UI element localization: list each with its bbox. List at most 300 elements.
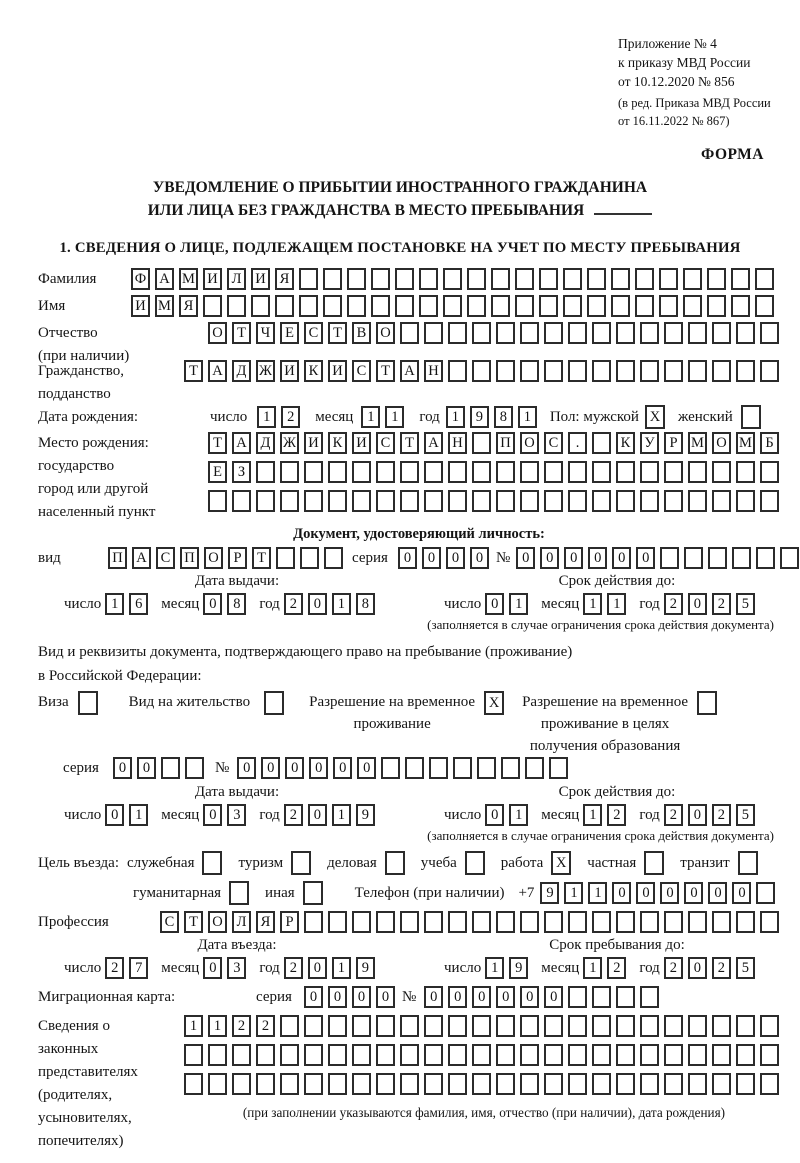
day-label: число [444, 960, 482, 976]
char-cell [683, 268, 702, 290]
char-cell: 0 [398, 547, 417, 569]
char-cell: О [520, 432, 539, 454]
char-cell: 0 [357, 757, 376, 779]
char-cell [592, 911, 611, 933]
phone-boxes [540, 882, 780, 904]
char-cell: Ж [280, 432, 299, 454]
birth-date-row [38, 405, 800, 429]
char-cell: С [352, 360, 371, 382]
char-cell [640, 1073, 659, 1095]
char-cell [328, 1073, 347, 1095]
char-cell [280, 490, 299, 512]
char-cell [443, 295, 462, 317]
char-cell [664, 360, 683, 382]
issue-date-heading: Дата выдачи: [194, 784, 280, 800]
char-cell [304, 490, 323, 512]
representatives-note: (при заполнении указываются фамилия, имя, отчество (при наличии), дата рождения) [242, 1105, 726, 1120]
year-label: год [259, 596, 280, 612]
char-cell [443, 268, 462, 290]
char-cell [780, 547, 799, 569]
char-cell [640, 360, 659, 382]
char-cell [544, 461, 563, 483]
issue-date-col [64, 784, 410, 826]
char-cell: 1 [208, 1015, 227, 1037]
char-cell [491, 268, 510, 290]
month-label: месяц [541, 807, 580, 823]
char-cell [304, 1044, 323, 1066]
representatives-block [38, 1015, 800, 1153]
char-cell [520, 911, 539, 933]
char-cell [424, 490, 443, 512]
char-cell [760, 360, 779, 382]
char-cell: 0 [496, 986, 515, 1008]
char-cell [453, 757, 472, 779]
char-cell [712, 911, 731, 933]
char-cell: Т [208, 432, 227, 454]
char-cell: Л [232, 911, 251, 933]
char-cell [640, 322, 659, 344]
visit-purpose-row2 [133, 881, 800, 905]
char-cell [501, 757, 520, 779]
char-cell: 1 [129, 804, 148, 826]
char-cell: П [180, 547, 199, 569]
checkbox-residence-permit [264, 691, 284, 715]
char-cell [376, 1015, 395, 1037]
checkbox-female [741, 405, 761, 429]
residence-doc-dates [64, 784, 800, 826]
char-cell [664, 1073, 683, 1095]
char-cell [712, 461, 731, 483]
migration-card-row [38, 986, 800, 1008]
char-cell: 0 [308, 957, 327, 979]
document-requisites [618, 34, 800, 130]
char-cell: А [232, 432, 251, 454]
char-cell [448, 360, 467, 382]
char-cell [568, 490, 587, 512]
char-cell [616, 911, 635, 933]
char-cell: 0 [470, 547, 489, 569]
char-cell [659, 295, 678, 317]
char-cell [304, 1073, 323, 1095]
char-cell [376, 1073, 395, 1095]
citizenship-row [38, 360, 800, 404]
char-cell [616, 1044, 635, 1066]
expiry-date-col [444, 573, 790, 615]
char-cell: И [280, 360, 299, 382]
expiry-month-boxes [583, 804, 631, 826]
day-label: число [64, 596, 102, 612]
char-cell [472, 1073, 491, 1095]
entry-day-boxes [105, 957, 153, 979]
char-cell [280, 461, 299, 483]
char-cell [304, 461, 323, 483]
char-cell: 1 [257, 406, 276, 428]
issue-day-boxes [105, 593, 153, 615]
char-cell [424, 1073, 443, 1095]
char-cell: 1 [509, 804, 528, 826]
char-cell: Л [227, 268, 246, 290]
char-cell [640, 911, 659, 933]
char-cell [472, 911, 491, 933]
issue-date-col [64, 573, 410, 615]
migration-card-label: Миграционная карта: [38, 989, 176, 1005]
char-cell [736, 360, 755, 382]
char-cell [544, 360, 563, 382]
char-cell [376, 911, 395, 933]
edu-permit-label: Разрешение на временное проживание в целях получения образования [522, 694, 689, 754]
char-cell [256, 1073, 275, 1095]
char-cell: Р [664, 432, 683, 454]
stay-day-boxes [485, 957, 533, 979]
char-cell: 0 [203, 593, 222, 615]
char-cell [664, 490, 683, 512]
char-cell [635, 295, 654, 317]
char-cell [616, 986, 635, 1008]
char-cell: 0 [544, 986, 563, 1008]
char-cell: С [376, 432, 395, 454]
char-cell: И [131, 295, 150, 317]
birth-place-label: Место рождения: государство город или другой населенный пункт [38, 435, 156, 520]
char-cell: О [208, 322, 227, 344]
char-cell: 0 [485, 593, 504, 615]
char-cell [616, 490, 635, 512]
char-cell [400, 1044, 419, 1066]
patronymic-boxes [208, 322, 784, 344]
doc-series-label: серия [352, 550, 388, 566]
char-cell: 0 [564, 547, 583, 569]
char-cell [712, 360, 731, 382]
char-cell [496, 360, 515, 382]
char-cell: Ч [256, 322, 275, 344]
char-cell [299, 295, 318, 317]
char-cell [304, 1015, 323, 1037]
char-cell [472, 1015, 491, 1037]
char-cell: 8 [494, 406, 513, 428]
char-cell [568, 911, 587, 933]
day-label: число [444, 596, 482, 612]
requisite-edit-line: от 16.11.2022 № 867) [618, 114, 730, 128]
char-cell: Т [376, 360, 395, 382]
char-cell [424, 461, 443, 483]
birth-place-row1 [208, 432, 784, 454]
char-cell [256, 461, 275, 483]
birth-month-boxes [361, 406, 409, 428]
phone-prefix: +7 [518, 885, 535, 901]
char-cell [280, 1044, 299, 1066]
issue-day-boxes [105, 804, 153, 826]
char-cell: 0 [424, 986, 443, 1008]
char-cell: 2 [284, 804, 303, 826]
char-cell: 1 [332, 593, 351, 615]
char-cell [448, 1044, 467, 1066]
requisite-line: к приказу МВД России [618, 55, 751, 70]
char-cell [688, 1044, 707, 1066]
char-cell [664, 322, 683, 344]
char-cell [352, 1073, 371, 1095]
char-cell [616, 461, 635, 483]
char-cell [616, 360, 635, 382]
char-cell [660, 547, 679, 569]
citizenship-label: Гражданство, подданство [38, 363, 125, 402]
char-cell [419, 268, 438, 290]
purpose-option-label: иная [265, 885, 295, 901]
char-cell [184, 1073, 203, 1095]
char-cell [640, 1015, 659, 1037]
identity-doc-heading: Документ, удостоверяющий личность: [293, 526, 545, 542]
char-cell: 1 [385, 406, 404, 428]
phone-label: Телефон (при наличии) [354, 885, 505, 901]
representatives-row2 [184, 1044, 784, 1066]
section1-heading: 1. СВЕДЕНИЯ О ЛИЦЕ, ПОДЛЕЖАЩЕМ ПОСТАНОВКЕ НА УЧЕТ ПО МЕСТУ ПРЕБЫВАНИЯ [59, 240, 741, 256]
char-cell [472, 490, 491, 512]
stay-month-boxes [583, 957, 631, 979]
char-cell [347, 295, 366, 317]
char-cell [736, 1073, 755, 1095]
char-cell [563, 295, 582, 317]
birth-place-rows [208, 432, 784, 512]
char-cell: 0 [422, 547, 441, 569]
issue-year-boxes [284, 593, 380, 615]
char-cell [616, 1015, 635, 1037]
expiry-date-col [444, 784, 790, 826]
char-cell [203, 295, 222, 317]
char-cell [496, 911, 515, 933]
char-cell [400, 322, 419, 344]
char-cell [611, 268, 630, 290]
sex-female-label: женский [677, 409, 733, 425]
char-cell: М [155, 295, 174, 317]
char-cell: 2 [712, 957, 731, 979]
char-cell [736, 461, 755, 483]
day-label: число [64, 960, 102, 976]
identity-doc-row [38, 547, 800, 569]
char-cell: Я [256, 911, 275, 933]
char-cell: Е [208, 461, 227, 483]
char-cell: И [251, 268, 270, 290]
visit-purpose-row1 [38, 851, 800, 875]
char-cell: 0 [516, 547, 535, 569]
char-cell: 1 [564, 882, 583, 904]
char-cell [424, 1015, 443, 1037]
char-cell [592, 1073, 611, 1095]
char-cell [347, 268, 366, 290]
char-cell: Ж [256, 360, 275, 382]
expiry-date-heading: Срок действия до: [558, 784, 676, 800]
checkbox-study [465, 851, 485, 875]
purpose-option-label: частная [587, 855, 637, 871]
temp-permit-label: Разрешение на временное проживание [309, 694, 476, 732]
char-cell: 1 [332, 957, 351, 979]
char-cell [232, 490, 251, 512]
char-cell [496, 1044, 515, 1066]
expiry-year-boxes [664, 804, 760, 826]
char-cell: 0 [688, 593, 707, 615]
residence-doc-intro: Вид и реквизиты документа, подтверждающего право на пребывание (проживание) в Российской Федерации: [38, 644, 573, 684]
char-cell: Н [448, 432, 467, 454]
char-cell [424, 911, 443, 933]
char-cell: 0 [309, 757, 328, 779]
char-cell [520, 1044, 539, 1066]
requisite-edit-line: (в ред. Приказа МВД России [618, 96, 771, 110]
char-cell [371, 268, 390, 290]
char-cell: 1 [184, 1015, 203, 1037]
char-cell [592, 1015, 611, 1037]
char-cell [684, 547, 703, 569]
char-cell [256, 490, 275, 512]
char-cell [755, 268, 774, 290]
char-cell: 0 [203, 957, 222, 979]
char-cell [376, 461, 395, 483]
char-cell [472, 432, 491, 454]
char-cell: Д [232, 360, 251, 382]
char-cell: 0 [612, 547, 631, 569]
char-cell: С [160, 911, 179, 933]
char-cell: 0 [308, 593, 327, 615]
char-cell [756, 547, 775, 569]
char-cell: 0 [304, 986, 323, 1008]
char-cell: К [304, 360, 323, 382]
title-line-1: УВЕДОМЛЕНИЕ О ПРИБЫТИИ ИНОСТРАННОГО ГРАЖДАНИНА [152, 179, 648, 196]
char-cell: Я [179, 295, 198, 317]
char-cell: Ф [131, 268, 150, 290]
char-cell [736, 1015, 755, 1037]
char-cell: 1 [509, 593, 528, 615]
char-cell [640, 1044, 659, 1066]
char-cell [323, 295, 342, 317]
char-cell [232, 1073, 251, 1095]
char-cell [352, 461, 371, 483]
char-cell [376, 490, 395, 512]
surname-row [38, 268, 800, 290]
issue-year-boxes [284, 804, 380, 826]
char-cell: 0 [636, 882, 655, 904]
char-cell [688, 490, 707, 512]
char-cell: А [208, 360, 227, 382]
checkbox-temp-permit: X [484, 691, 504, 715]
char-cell [405, 757, 424, 779]
char-cell [712, 1044, 731, 1066]
char-cell: 2 [607, 804, 626, 826]
char-cell [520, 360, 539, 382]
citizenship-boxes [184, 360, 784, 382]
purpose-option-label: гуманитарная [133, 885, 222, 901]
char-cell: О [204, 547, 223, 569]
series-label: серия [63, 760, 99, 776]
char-cell: 5 [736, 804, 755, 826]
char-cell [251, 295, 270, 317]
char-cell: О [376, 322, 395, 344]
char-cell: С [156, 547, 175, 569]
char-cell: 0 [203, 804, 222, 826]
purpose-option-label: туризм [238, 855, 284, 871]
migration-series-boxes [304, 986, 400, 1008]
char-cell [640, 461, 659, 483]
char-cell [525, 757, 544, 779]
char-cell [208, 1073, 227, 1095]
char-cell [712, 1015, 731, 1037]
purpose-option-label: работа [500, 855, 544, 871]
char-cell: 3 [227, 957, 246, 979]
expiry-year-boxes [664, 593, 760, 615]
char-cell [496, 1015, 515, 1037]
entry-date-heading: Дата въезда: [197, 937, 277, 953]
char-cell: 0 [328, 986, 347, 1008]
char-cell [328, 911, 347, 933]
char-cell [520, 322, 539, 344]
birth-place-block [38, 432, 800, 524]
char-cell: К [328, 432, 347, 454]
char-cell [472, 360, 491, 382]
blank-line [594, 203, 652, 215]
char-cell [568, 1015, 587, 1037]
char-cell [232, 1044, 251, 1066]
char-cell: Т [400, 432, 419, 454]
char-cell: П [496, 432, 515, 454]
char-cell [539, 268, 558, 290]
char-cell [736, 1044, 755, 1066]
char-cell [400, 1015, 419, 1037]
char-cell [185, 757, 204, 779]
char-cell: П [108, 547, 127, 569]
residence-permit-options [38, 691, 800, 755]
entry-year-boxes [284, 957, 380, 979]
doc-kind-boxes [108, 547, 348, 569]
title-line-2: ИЛИ ЛИЦА БЕЗ ГРАЖДАНСТВА В МЕСТО ПРЕБЫВАНИЯ [0, 199, 800, 222]
char-cell [371, 295, 390, 317]
year-label: год [639, 596, 660, 612]
char-cell: Е [280, 322, 299, 344]
char-cell [276, 547, 295, 569]
char-cell [280, 1073, 299, 1095]
requisite-line: от 10.12.2020 № 856 [618, 74, 735, 89]
checkbox-official [202, 851, 222, 875]
year-label: год [259, 960, 280, 976]
checkbox-edu-permit [697, 691, 717, 715]
purpose-option-label: транзит [680, 855, 730, 871]
char-cell: 1 [518, 406, 537, 428]
month-label: месяц [315, 409, 354, 425]
char-cell [376, 1044, 395, 1066]
char-cell [448, 490, 467, 512]
char-cell: А [400, 360, 419, 382]
char-cell [712, 322, 731, 344]
month-label: месяц [161, 596, 200, 612]
char-cell: 0 [732, 882, 751, 904]
char-cell [664, 1015, 683, 1037]
year-label: год [639, 960, 660, 976]
representatives-rows [184, 1015, 784, 1121]
char-cell [756, 882, 775, 904]
char-cell: А [132, 547, 151, 569]
year-label: год [639, 807, 660, 823]
char-cell: 2 [607, 957, 626, 979]
expiry-date-heading: Срок действия до: [558, 573, 676, 589]
char-cell: О [208, 911, 227, 933]
char-cell [616, 1073, 635, 1095]
char-cell: Д [256, 432, 275, 454]
char-cell [544, 322, 563, 344]
char-cell [549, 757, 568, 779]
checkbox-visa [78, 691, 98, 715]
char-cell: 0 [684, 882, 703, 904]
char-cell: 0 [237, 757, 256, 779]
checkbox-other [303, 881, 323, 905]
char-cell [472, 322, 491, 344]
char-cell: 6 [129, 593, 148, 615]
char-cell: 2 [281, 406, 300, 428]
char-cell: У [640, 432, 659, 454]
char-cell: 0 [308, 804, 327, 826]
